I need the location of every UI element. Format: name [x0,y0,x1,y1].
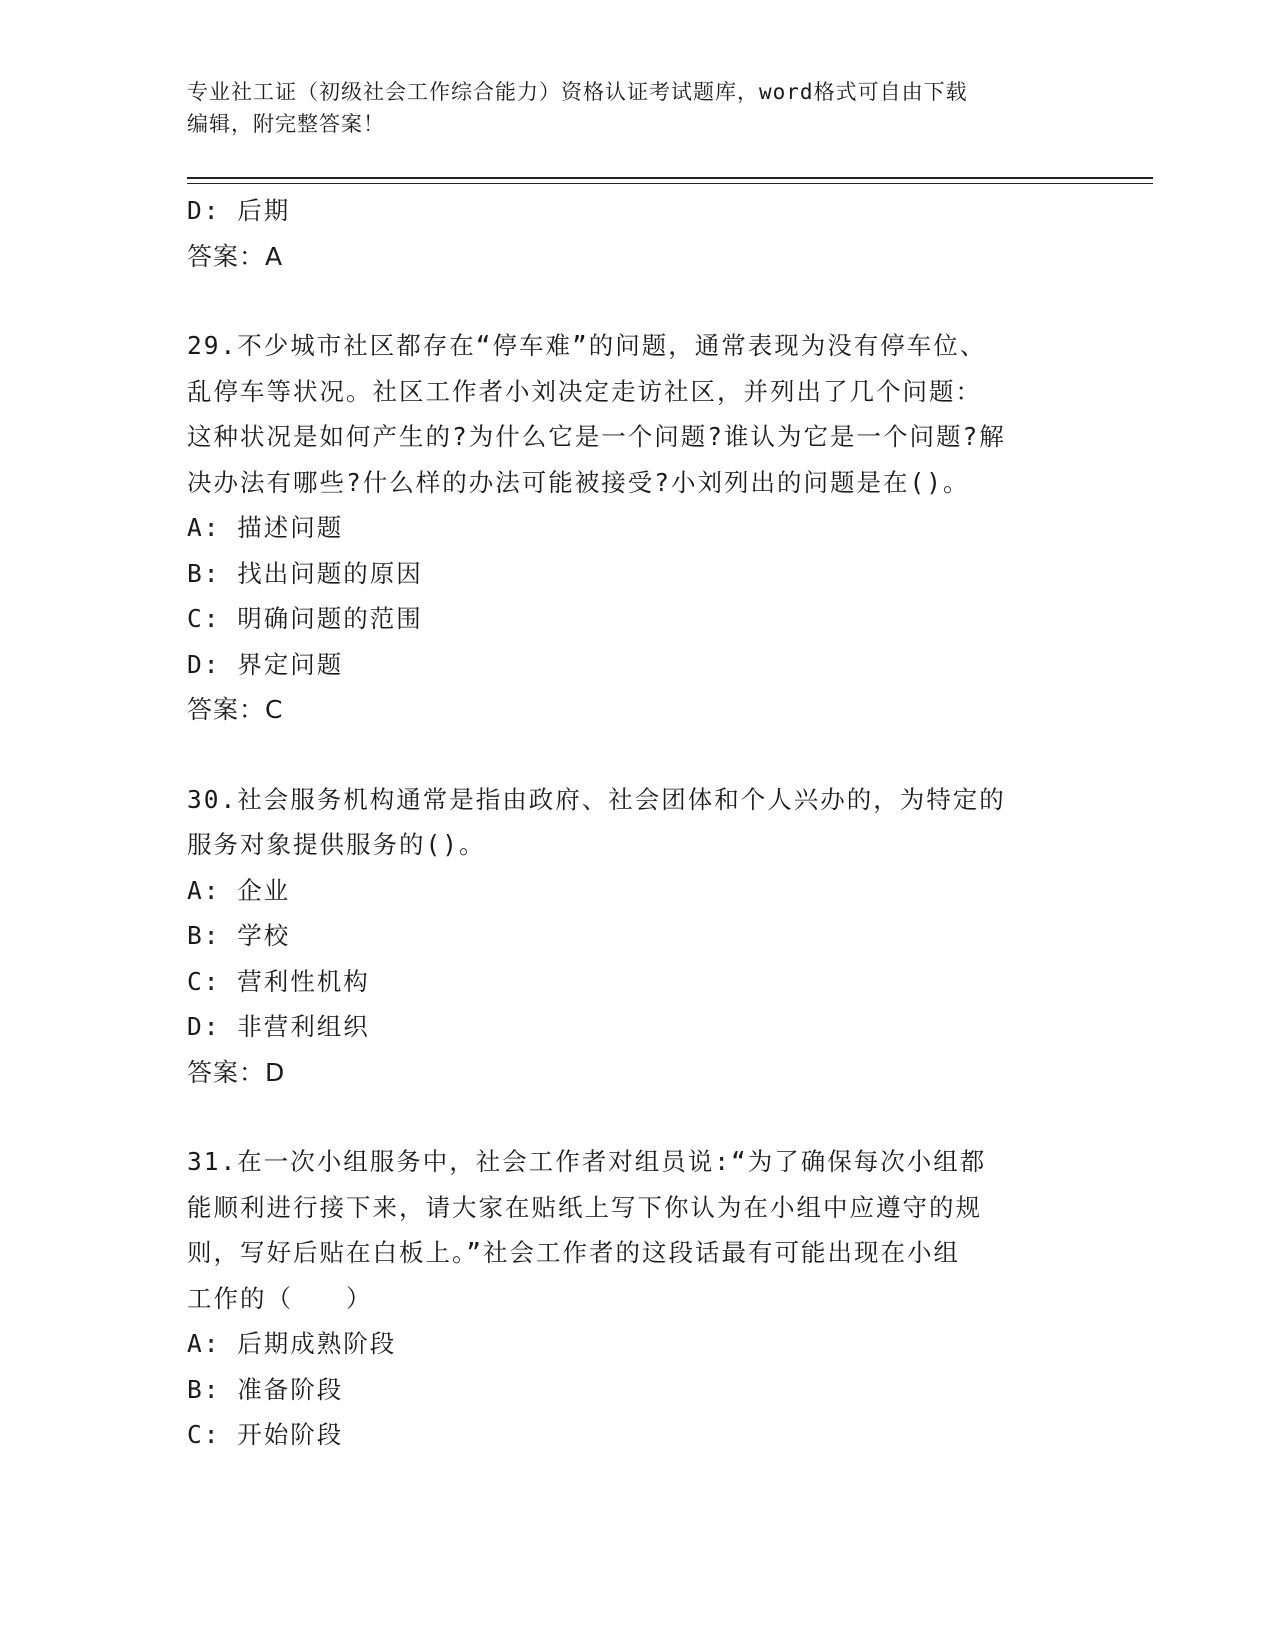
option-a: A: 描述问题 [187,513,344,542]
question-text-line: 29.不少城市社区都存在“停车难”的问题，通常表现为没有停车位、 [187,331,987,360]
answer: 答案：C [187,695,284,724]
prev-answer: 答案：A [187,241,284,271]
document-header [187,76,1087,140]
question-text-line: 工作的（ ） [187,1283,373,1313]
header-line-2: 编辑，附完整答案！ [187,112,385,136]
question-text-line: 能顺利进行接下来，请大家在贴纸上写下你认为在小组中应遵守的规 [187,1192,982,1222]
question-text-line: 服务对象提供服务的()。 [187,830,486,859]
header-rule-thick [187,177,1153,179]
question-text-line: 31.在一次小组服务中，社会工作者对组员说:“为了确保每次小组都 [187,1147,987,1176]
prev-option-d: D: 后期 [187,196,291,225]
option-d: D: 非营利组织 [187,1012,370,1041]
question-text-line: 则，写好后贴在白板上。”社会工作者的这段话最有可能出现在小组 [187,1238,960,1267]
question-30 [187,777,1087,1096]
question-text-line: 30.社会服务机构通常是指由政府、社会团体和个人兴办的，为特定的 [187,784,1006,814]
question-text-line: 决办法有哪些?什么样的办法可能被接受?小刘列出的问题是在()。 [187,467,970,497]
option-a: A: 后期成熟阶段 [187,1329,397,1358]
question-31 [187,1139,1087,1458]
option-b: B: 学校 [187,921,291,950]
option-a: A: 企业 [187,875,291,905]
option-b: B: 准备阶段 [187,1374,344,1404]
question-text-line: 乱停车等状况。社区工作者小刘决定走访社区，并列出了几个问题： [187,376,982,406]
question-text-line: 这种状况是如何产生的?为什么它是一个问题?谁认为它是一个问题?解 [187,422,1006,451]
option-b: B: 找出问题的原因 [187,558,423,588]
option-c: C: 明确问题的范围 [187,604,423,633]
spacer [187,733,1087,777]
option-d: D: 界定问题 [187,649,344,679]
option-c: C: 开始阶段 [187,1420,344,1449]
header-rule-thin [187,183,1153,184]
answer: 答案：D [187,1057,286,1087]
spacer [187,1095,1087,1139]
header-line-1: 专业社工证（初级社会工作综合能力）资格认证考试题库，word格式可自由下载 [187,80,968,104]
document-body [187,188,1087,1458]
spacer [187,279,1087,323]
option-c: C: 营利性机构 [187,966,370,996]
question-29 [187,323,1087,733]
